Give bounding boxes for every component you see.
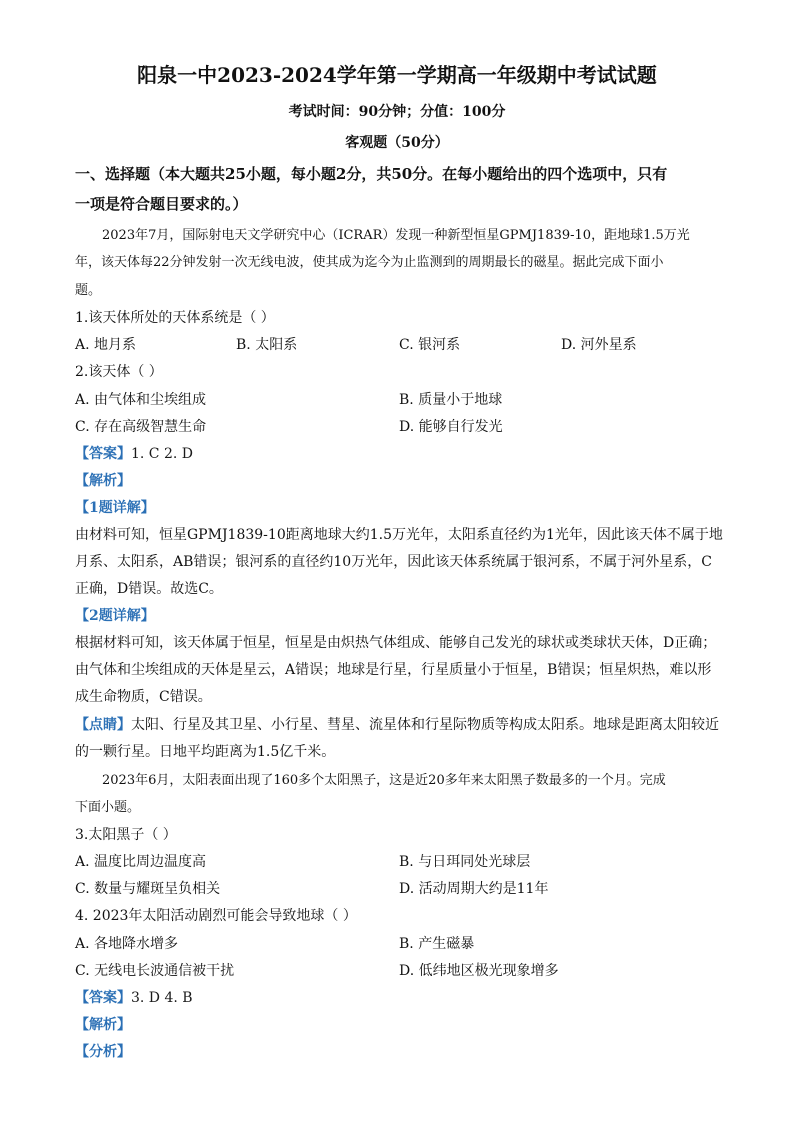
tip-line1	[75, 716, 720, 734]
detail2-label: 【2题详解】	[75, 608, 155, 624]
answer-text: 3. D 4. B	[131, 990, 193, 1006]
analysis-label-2: 【解析】	[75, 1017, 131, 1033]
detail1-line3: 正确，D错误。故选C。	[75, 581, 223, 597]
detail2-line3: 成生命物质，C错误。	[75, 689, 212, 705]
q2-option-d: D. 能够自行发光	[399, 419, 503, 435]
material2-line2: 下面小题。	[75, 800, 141, 815]
material2-line1: 2023年6月，太阳表面出现了160多个太阳黑子，这是近20多年来太阳黑子数最多的一个月。完成	[102, 773, 666, 788]
q4-option-b: B. 产生磁暴	[399, 936, 475, 952]
answer-text: 1. C 2. D	[131, 446, 194, 462]
answer-label: 【答案】	[75, 446, 131, 462]
q3-option-b: B. 与日珥同处光球层	[399, 854, 531, 870]
q1-option-d: D. 河外星系	[561, 337, 637, 353]
q2-stem: 2.该天体（ ）	[75, 364, 163, 380]
q4-option-c: C. 无线电长波通信被干扰	[75, 963, 235, 979]
q4-option-d: D. 低纬地区极光现象增多	[399, 963, 559, 979]
q1-option-a: A. 地月系	[75, 337, 137, 353]
material1-line2: 年，该天体每22分钟发射一次无线电波，使其成为迄今为止监测到的周期最长的磁星。据此完成下面小	[75, 255, 664, 270]
q3-option-a: A. 温度比周边温度高	[75, 854, 207, 870]
detail1-line2: 月系、太阳系，AB错误；银河系的直径约10万光年，因此该天体系统属于银河系，不属于河外星系，C	[75, 554, 712, 570]
exam-info: 考试时间：90分钟；分值：100分	[288, 104, 506, 120]
q2-option-a: A. 由气体和尘埃组成	[75, 392, 207, 408]
q1-option-c: C. 银河系	[399, 337, 461, 353]
q1-stem: 1.该天体所处的天体系统是（ ）	[75, 310, 275, 326]
detail1-line1: 由材料可知，恒星GPMJ1839-10距离地球大约1.5万光年，太阳系直径约为1光年，因此该天体不属于地	[75, 527, 723, 543]
detail2-line1: 根据材料可知，该天体属于恒星，恒星是由炽热气体组成、能够自己发光的球状或类球状天体，D正确；	[75, 635, 717, 651]
tip-text: 太阳、行星及其卫星、小行星、彗星、流星体和行星际物质等构成太阳系。地球是距离太阳较近	[131, 717, 719, 733]
answer-1	[75, 445, 720, 463]
material1-line3: 题。	[75, 283, 102, 298]
analysis-label-1: 【解析】	[75, 473, 131, 489]
q2-option-b: B. 质量小于地球	[399, 392, 503, 408]
q1-option-b: B. 太阳系	[236, 337, 298, 353]
q3-option-c: C. 数量与耀斑呈负相关	[75, 881, 221, 897]
detail2-line2: 由气体和尘埃组成的天体是星云，A错误；地球是行星，行星质量小于恒星，B错误；恒星炽热，难以形	[75, 662, 712, 678]
answer-2	[75, 989, 720, 1007]
material1-line1: 2023年7月，国际射电天文学研究中心（ICRAR）发现一种新型恒星GPMJ1839-10，距地球1.5万光	[102, 228, 690, 243]
q4-option-a: A. 各地降水增多	[75, 936, 179, 952]
fenxi-label: 【分析】	[75, 1044, 131, 1060]
q3-stem: 3.太阳黑子（ ）	[75, 827, 177, 843]
tip-label: 【点睛】	[75, 717, 131, 733]
q2-option-c: C. 存在高级智慧生命	[75, 419, 207, 435]
detail1-label: 【1题详解】	[75, 500, 155, 516]
section-one-line2: 一项是符合题目要求的。）	[75, 195, 248, 213]
page-title: 阳泉一中2023-2024学年第一学期高一年级期中考试试题	[137, 63, 657, 87]
q4-stem: 4. 2023年太阳活动剧烈可能会导致地球（ ）	[75, 908, 357, 924]
q3-option-d: D. 活动周期大约是11年	[399, 881, 549, 897]
tip-line2: 的一颗行星。日地平均距离为1.5亿千米。	[75, 744, 336, 760]
section-one-line1: 一、选择题（本大题共25小题，每小题2分，共50分。在每小题给出的四个选项中，只有	[75, 165, 668, 183]
section-objective: 客观题（50分）	[345, 135, 449, 151]
answer-label: 【答案】	[75, 990, 131, 1006]
